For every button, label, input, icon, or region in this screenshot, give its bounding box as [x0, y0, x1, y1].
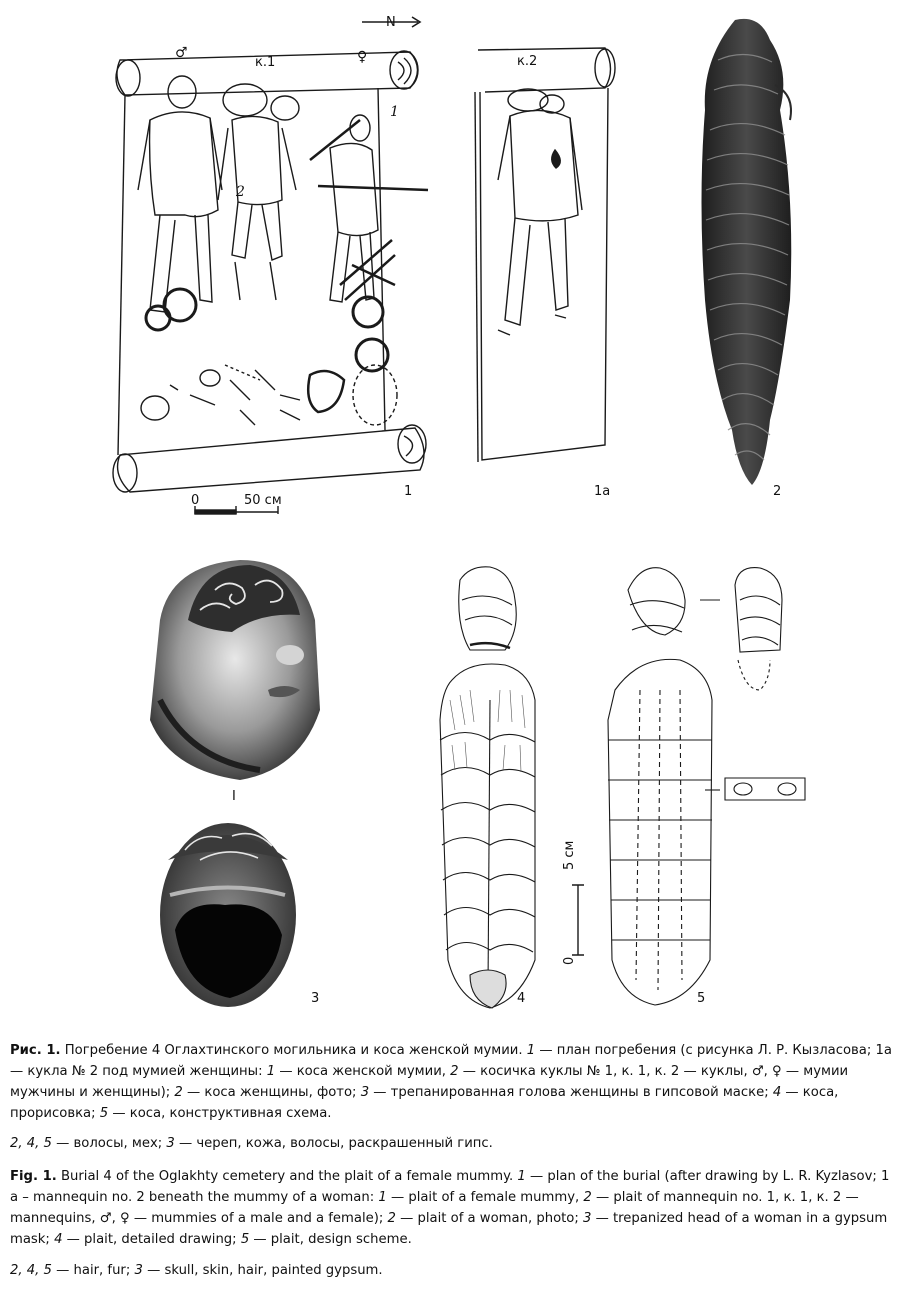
plait-scale-zero: 0 [562, 956, 577, 965]
mark-2-label: 2 [236, 184, 245, 200]
plait-scale-bar [572, 885, 584, 955]
left-wall [118, 95, 125, 455]
right-wall [378, 88, 385, 430]
doll-2-label: к.2 [517, 54, 538, 69]
panel-4-label: 4 [517, 991, 526, 1006]
panel-3-label: 3 [311, 991, 320, 1006]
caption-en-label: Fig. 1. [10, 1169, 57, 1184]
caption-russian [10, 1040, 900, 1124]
plait-design-scheme [608, 568, 805, 1005]
mark-1-label: 1 [390, 104, 399, 120]
plait-detailed-drawing [440, 567, 584, 1008]
bottom-log [118, 428, 424, 492]
plait-scale-five: 5 см [562, 840, 577, 870]
caption-english [10, 1166, 900, 1250]
caption-ru-text: Рис. 1. Погребение 4 Оглахтинского могильника и коса женской мумии. 1 — план погребения (с рисунка Л. Р. Кызласова; 1а — кукла № 2 под мумией женщины: 1 — коса женской мумии, 2 — косичка куклы № 1, к. 1, к. 2 — куклы, ♂, ♀ — мумии мужчины и женщины); 2 — коса женщины, фото; 3 — трепанированная голова женщины в гипсовой маске; 4 — коса, прорисовка; 5 — коса, конструктивная схема. [10, 1043, 892, 1121]
doll-1-label: к.1 [255, 55, 276, 70]
panel-2-label: 2 [773, 484, 782, 499]
female-symbol: ♀ [357, 49, 368, 65]
panel-1a-label: 1а [594, 484, 611, 499]
doll-2-drawing [475, 48, 615, 462]
male-symbol: ♂ [175, 45, 188, 61]
caption-ru-label: Рис. 1. [10, 1043, 61, 1058]
caption-en-text: Fig. 1. Burial 4 of the Oglakhty cemetery and the plait of a female mummy. 1 — plan of the burial (after drawing by L. R. Kyzlasov; 1 a – mannequin no. 2 beneath the mummy of a woman: 1 — plait of a female mummy, 2 — plait of mannequin no. 1, к. 1, к. 2 — mannequins, ♂, ♀ — mummies of a male and a female); 2 — plait of a woman, photo; 3 — trepanized head of a woman in a gypsum mask; 4 — plait, detailed drawing; 5 — plait, design scheme. [10, 1169, 890, 1247]
plan-scale-fifty: 50 см [244, 493, 282, 508]
panel-5-label: 5 [697, 991, 706, 1006]
burial-plan-drawing [113, 17, 428, 514]
materials-english: 2, 4, 5 — hair, fur; 3 — skull, skin, hair, painted gypsum. [10, 1263, 383, 1278]
plan-scale-zero: 0 [191, 493, 200, 508]
plait-photo [702, 19, 792, 485]
head-divider-mark: I [232, 789, 236, 804]
materials-russian: 2, 4, 5 — волосы, мех; 3 — череп, кожа, волосы, раскрашенный гипс. [10, 1136, 493, 1151]
skull-photo [160, 823, 296, 1007]
male-mummy-outline [138, 76, 222, 312]
masked-head-photo [150, 560, 320, 780]
panel-1-label: 1 [404, 484, 413, 499]
doll-1-outline [218, 84, 299, 300]
orientation-label: N [386, 15, 396, 30]
